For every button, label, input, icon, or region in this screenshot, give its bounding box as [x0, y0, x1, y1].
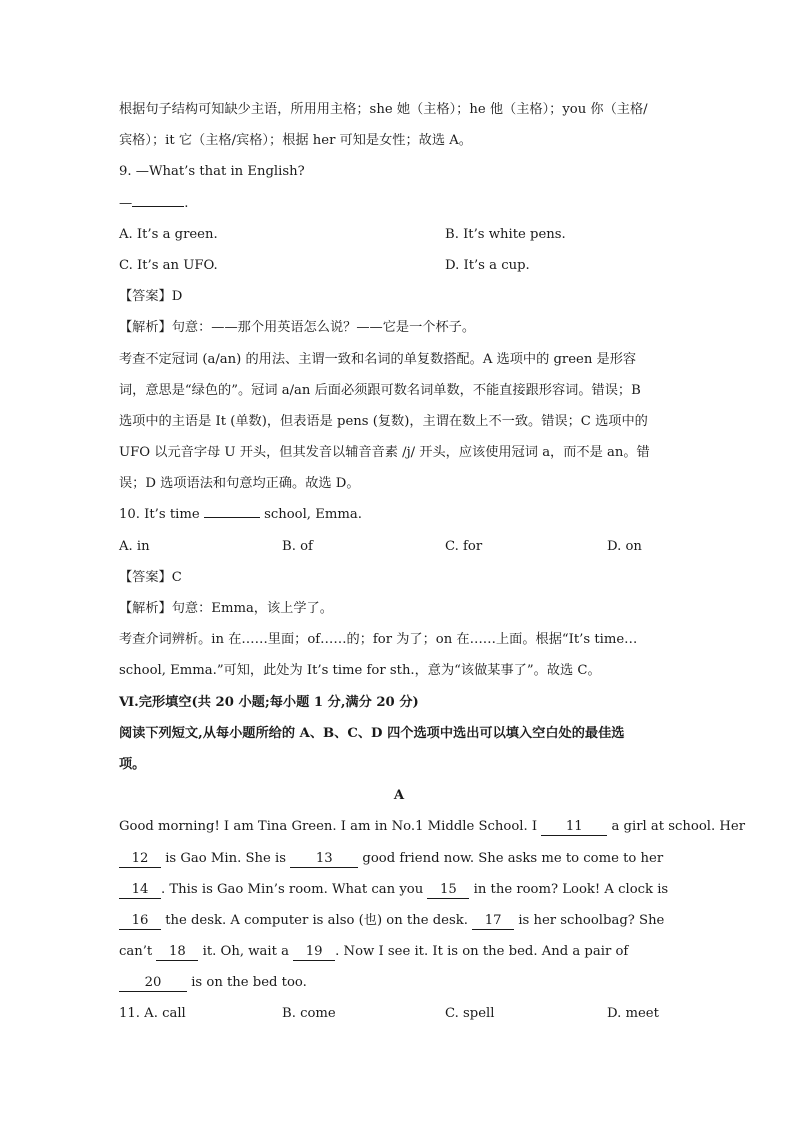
exam-page	[119, 100, 746, 1036]
passage-line: 20 is on the bed too.	[119, 973, 679, 1004]
option-b: B. It’s white pens.	[445, 226, 566, 242]
analysis-line: 考查不定冠词 (a/an) 的用法、主谓一致和名词的单复数搭配。A 选项中的 green 是形容	[119, 351, 637, 367]
option-c: C. for	[445, 538, 483, 554]
blank-18: 18	[156, 943, 198, 961]
answer-blank	[204, 517, 260, 518]
section-instruction: 项。	[119, 756, 146, 772]
analysis-line: UFO 以元音字母 U 开头，但其发音以辅音音素 /j/ 开头，应该使用冠词 a，而不是 an。错	[119, 445, 650, 461]
blank-19: 19	[293, 943, 335, 961]
passage-line: 12 is Gao Min. She is 13 good friend now. She asks me to come to her	[119, 849, 679, 880]
option-c: C. spell	[445, 1006, 495, 1022]
question-10-stem: 10. It’s time school, Emma.	[119, 507, 362, 523]
blank-12: 12	[119, 850, 161, 868]
option-d: D. It’s a cup.	[445, 257, 530, 273]
option-b: B. come	[282, 1006, 336, 1022]
question-11-options-row	[119, 1004, 679, 1035]
answer-label: 【答案】C	[119, 569, 182, 585]
blank-15: 15	[427, 881, 469, 899]
question-9-options-row	[119, 225, 679, 256]
option-b: B. of	[282, 538, 313, 554]
section-instruction: 阅读下列短文,从每小题所给的 A、B、C、D 四个选项中选出可以填入空白处的最佳选	[119, 725, 625, 741]
passage-line: Good morning! I am Tina Green. I am in No.1 Middle School. I 11 a girl at school. Her	[119, 819, 746, 835]
option-a: 11. A. call	[119, 1006, 186, 1022]
blank-17: 17	[472, 912, 514, 930]
analysis-line: 考查介词辨析。in 在……里面；of……的；for 为了；on 在……上面。根据“It’s time…	[119, 632, 638, 648]
analysis-line: 词，意思是“绿色的”。冠词 a/an 后面必须跟可数名词单数，不能直接跟形容词。错误；B	[119, 382, 641, 398]
explanation-line: 根据句子结构可知缺少主语，所用用主格；she 她（主格）；he 他（主格）；you 你（主格/	[119, 102, 648, 117]
question-9-answer-line: — .	[119, 195, 189, 211]
option-d: D. on	[607, 538, 642, 554]
answer-blank	[132, 206, 184, 207]
section-title: Ⅵ.完形填空(共 20 小题;每小题 1 分,满分 20 分)	[119, 694, 419, 710]
passage-line: can’t 18 it. Oh, wait a 19 . Now I see it. It is on the bed. And a pair of	[119, 944, 629, 960]
analysis-line: 选项中的主语是 It (单数)，但表语是 pens (复数)，主谓在数上不一致。错误；C 选项中的	[119, 413, 648, 429]
option-d: D. meet	[607, 1006, 659, 1022]
question-9-stem: 9. —What’s that in English?	[119, 164, 305, 180]
analysis-line: 【解析】句意：Emma，该上学了。	[119, 601, 333, 616]
answer-label: 【答案】D	[119, 289, 183, 305]
question-10-options-row	[119, 537, 679, 568]
analysis-line: 【解析】句意：——那个用英语怎么说？——它是一个杯子。	[119, 320, 476, 336]
blank-11: 11	[541, 818, 607, 836]
option-a: A. in	[119, 538, 150, 554]
option-a: A. It’s a green.	[119, 226, 218, 242]
blank-16: 16	[119, 912, 161, 930]
blank-13: 13	[290, 850, 358, 868]
passage-label: A	[393, 788, 405, 804]
question-9-options-row	[119, 256, 679, 287]
blank-14: 14	[119, 881, 161, 899]
passage-line: 16 the desk. A computer is also (也) on the desk. 17 is her schoolbag? She	[119, 911, 679, 942]
passage-line: 14 . This is Gao Min’s room. What can you 15 in the room? Look! A clock is	[119, 880, 679, 911]
option-c: C. It’s an UFO.	[119, 257, 218, 273]
explanation-line: 宾格）；it 它（主格/宾格）；根据 her 可知是女性；故选 A。	[119, 133, 472, 149]
analysis-line: 误；D 选项语法和句意均正确。故选 D。	[119, 476, 360, 492]
analysis-line: school, Emma.”可知，此处为 It’s time for sth.，意为“该做某事了”。故选 C。	[119, 663, 601, 679]
blank-20: 20	[119, 974, 187, 992]
